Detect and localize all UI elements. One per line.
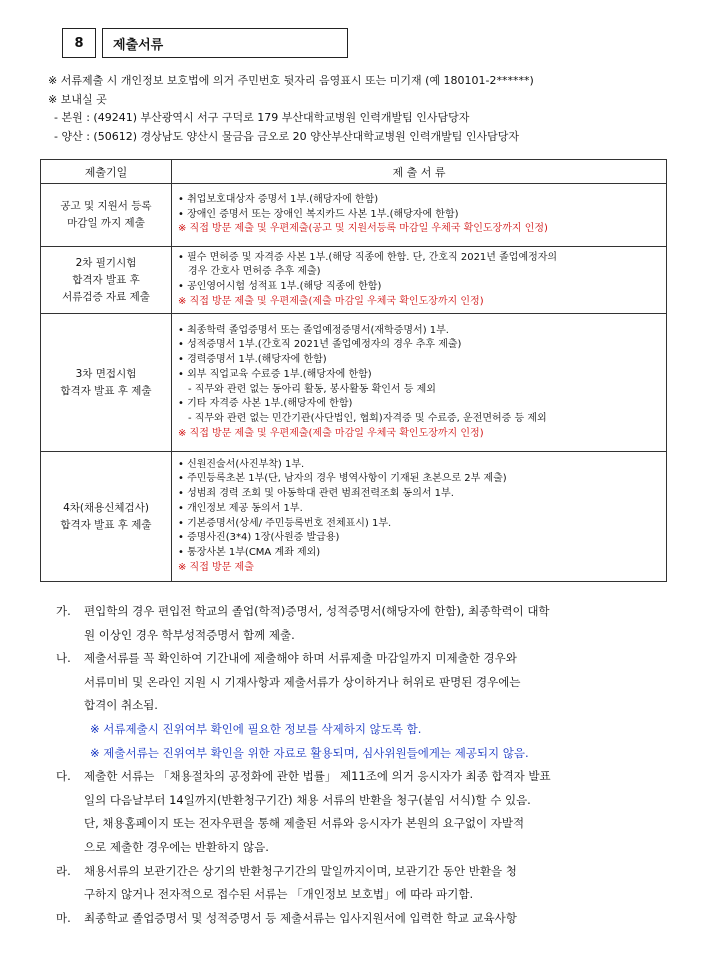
note-item xyxy=(56,860,666,907)
documents-cell xyxy=(172,247,667,314)
documents-table xyxy=(40,159,667,582)
note-item xyxy=(56,765,666,812)
document-item: - 직무와 관련 없는 동아리 활동, 봉사활동 확인서 등 제외 xyxy=(188,383,436,395)
note-marker: 다. xyxy=(56,769,71,784)
table-header-row xyxy=(41,160,667,184)
notice-line: ※ 직접 방문 제출 및 우편제출(제출 마감일 우체국 확인도장까지 인정) xyxy=(178,295,484,307)
stage-line: 3차 면접시험 xyxy=(75,367,137,380)
documents-cell xyxy=(172,452,667,582)
note-line: 구하지 않거나 전자적으로 접수된 서류는 「개인정보 보호법」에 따라 파기함. xyxy=(84,887,474,902)
stage-line: 합격자 발표 후 xyxy=(72,273,140,286)
document-item: • 외부 직업교육 수료증 1부.(해당자에 한함) xyxy=(178,368,372,380)
document-item: • 증명사진(3*4) 1장(사원증 발급용) xyxy=(178,532,340,544)
note-sub-line: 으로 제출한 경우에는 반환하지 않음. xyxy=(84,839,269,854)
note-line: 편입학의 경우 편입전 학교의 졸업(학적)증명서, 성적증명서(해당자에 한함), 최종학력이 대학 xyxy=(84,604,550,618)
note-marker: 마. xyxy=(56,910,71,925)
document-item: • 성적증명서 1부.(간호직 2021년 졸업예정자의 경우 추후 제출) xyxy=(178,339,462,351)
note-line: 제출서류를 꼭 확인하여 기간내에 제출해야 하며 서류제출 마감일까지 미제출한 경우와 xyxy=(84,651,517,666)
note-line: 원 이상인 경우 학부성적증명서 함께 제출. xyxy=(84,627,295,642)
stage-cell xyxy=(41,314,172,452)
stage-line: 공고 및 지원서 등록 xyxy=(60,200,152,212)
note-item xyxy=(56,647,666,718)
stage-line: 합격자 발표 후 제출 xyxy=(60,518,152,531)
stage-line: 합격자 발표 후 제출 xyxy=(60,384,152,397)
note-marker: 나. xyxy=(56,651,71,666)
stage-cell xyxy=(41,452,172,582)
table-row xyxy=(41,247,667,314)
note-line: 서류미비 및 온라인 지원 시 기재사항과 제출서류가 상이하거나 허위로 판명된 경우에는 xyxy=(84,674,521,689)
document-item: • 기본증명서(상세/ 주민등록번호 전체표시) 1부. xyxy=(178,517,392,529)
document-item: • 장애인 증명서 또는 장애인 복지카드 사본 1부.(해당자에 한함) xyxy=(178,208,459,220)
table-row xyxy=(41,314,667,452)
note-sub-line: 단, 채용홈페이지 또는 전자우편을 통해 제출된 서류와 응시자가 본원의 요구없이 자발적 xyxy=(84,816,525,831)
notes-block xyxy=(56,600,666,930)
blue-notice-line: ※ 제출서류는 진위여부 확인을 위한 자료로 활용되며, 심사위원들에게는 제공되지 않음. xyxy=(90,745,529,760)
stage-line: 서류검증 자료 제출 xyxy=(62,290,150,303)
table-row xyxy=(41,184,667,247)
note-item xyxy=(56,907,666,931)
header-stage: 제출기일 xyxy=(41,160,172,184)
document-item: • 기타 자격증 사본 1부.(해당자에 한함) xyxy=(178,398,353,410)
note-marker: 라. xyxy=(56,863,71,878)
note-line: 일의 다음날부터 14일까지(반환청구기간) 채용 서류의 반환을 청구(붙임 서식)할 수 있음. xyxy=(84,792,531,807)
notice-line: ※ 직접 방문 제출 및 우편제출(공고 및 지원서등록 마감일 우체국 확인도장까지 인정) xyxy=(178,223,548,235)
note-line: 제출한 서류는 「채용절차의 공정화에 관한 법률」 제11조에 의거 응시자가 최종 합격자 발표 xyxy=(84,769,551,784)
table-row xyxy=(41,452,667,582)
section-header xyxy=(62,28,348,58)
intro-line: ※ 보내실 곳 xyxy=(48,92,107,106)
stage-line: 마감일 까지 제출 xyxy=(67,217,145,229)
stage-cell xyxy=(41,184,172,247)
document-item: • 경력증명서 1부.(해당자에 한함) xyxy=(178,354,327,366)
notice-line: ※ 직접 방문 제출 및 우편제출(제출 마감일 우체국 확인도장까지 인정) xyxy=(178,427,484,439)
document-item: • 최종학력 졸업증명서 또는 졸업예정증명서(재학증명서) 1부. xyxy=(178,324,449,336)
intro-line: - 양산 : (50612) 경상남도 양산시 물금읍 금오로 20 양산부산대학교병원 인력개발팀 인사담당자 xyxy=(54,129,519,143)
stage-cell xyxy=(41,247,172,314)
document-item: • 주민등록초본 1부(단, 남자의 경우 병역사항이 기재된 초본으로 2부 제출) xyxy=(178,473,507,485)
section-title: 제출서류 xyxy=(102,28,348,58)
note-marker: 가. xyxy=(56,604,71,618)
section-number: 8 xyxy=(62,28,96,58)
document-item: • 취업보호대상자 증명서 1부.(해당자에 한함) xyxy=(178,193,379,205)
documents-cell xyxy=(172,184,667,247)
document-item: • 성범죄 경력 조회 및 아동학대 관련 범죄전력조회 동의서 1부. xyxy=(178,488,454,500)
stage-line: 4차(채용신체검사) xyxy=(63,501,149,514)
intro-line: ※ 서류제출 시 개인정보 보호법에 의거 주민번호 뒷자리 음영표시 또는 미기재 (예 180101-2******) xyxy=(48,74,534,87)
header-documents: 제 출 서 류 xyxy=(172,160,667,184)
intro-line: - 본원 : (49241) 부산광역시 서구 구덕로 179 부산대학교병원 인력개발팀 인사담당자 xyxy=(54,111,470,124)
notice-line: ※ 직접 방문 제출 xyxy=(178,561,254,573)
document-item: - 직무와 관련 없는 민간기관(사단법인, 협회)자격증 및 수료증, 운전면허증 등 제외 xyxy=(188,412,547,424)
document-item: • 공인영어시험 성적표 1부.(해당 직종에 한함) xyxy=(178,281,382,292)
note-item xyxy=(56,600,666,647)
note-line: 합격이 취소됨. xyxy=(84,698,158,713)
document-item: • 필수 면허증 및 자격증 사본 1부.(해당 직종에 한함. 단, 간호직 2021년 졸업예정자의 xyxy=(178,251,558,263)
note-line: 최종학교 졸업증명서 및 성적증명서 등 제출서류는 입사지원서에 입력한 학교 교육사항 xyxy=(84,910,517,925)
document-item: 경우 간호사 면허증 추후 제출) xyxy=(188,266,321,278)
documents-cell xyxy=(172,314,667,452)
document-item: • 신원진술서(사진부착) 1부. xyxy=(178,458,305,470)
document-item: • 통장사본 1부(CMA 계좌 제외) xyxy=(178,546,321,558)
document-item: • 개인정보 제공 동의서 1부. xyxy=(178,502,303,514)
stage-line: 2차 필기시험 xyxy=(75,256,137,269)
intro-block xyxy=(48,72,534,146)
note-line: 채용서류의 보관기간은 상기의 반환청구기간의 말일까지이며, 보관기간 동안 반환을 청 xyxy=(84,863,517,878)
blue-notice-line: ※ 서류제출시 진위여부 확인에 필요한 정보를 삭제하지 않도록 함. xyxy=(90,721,422,736)
